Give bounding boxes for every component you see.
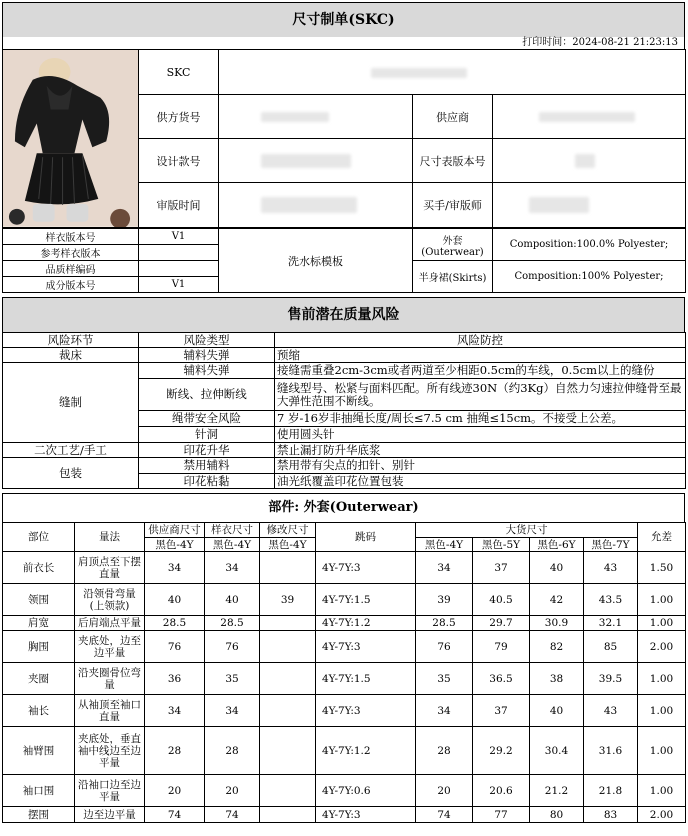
cell-bulk-5y: 79 [473,631,530,663]
cell-bulk-6y: 82 [530,631,584,663]
composition-part-2: 半身裙(Skirts) [413,261,493,293]
risk-type: 印花升华 [139,443,275,458]
cell-bulk-6y: 40 [530,552,584,584]
table-row [3,631,686,663]
header-part: 部位 [3,523,75,552]
version-value-1: V1 [139,229,219,245]
cell-tolerance: 1.00 [638,727,686,775]
size-spec-sheet [2,2,685,823]
cell-sample-size: 34 [205,695,260,727]
risk-stage: 包装 [3,458,139,489]
risk-type: 禁用辅料 [139,458,275,474]
design-no-value [219,139,413,183]
table-row [3,616,686,631]
cell-sample-size: 28.5 [205,616,260,631]
cell-bulk-7y: 43.5 [584,584,638,616]
cell-tolerance: 1.00 [638,775,686,807]
version-label-3: 品质样编码 [3,261,139,277]
sub-supplier: 黑色-4Y [145,538,205,552]
cell-grading: 4Y-7Y:1.2 [316,727,416,775]
cell-modified-size [260,616,316,631]
composition-text-1: Composition:100.0% Polyester; [493,229,686,261]
cell-tolerance: 2.00 [638,807,686,823]
cell-method: 夹底处，垂直袖中线边至边平量 [75,727,145,775]
cell-grading: 4Y-7Y:3 [316,695,416,727]
table-row [3,552,686,584]
risk-type: 辅料失弹 [139,348,275,363]
cell-part: 胸围 [3,631,75,663]
cell-supplier-size: 28.5 [145,616,205,631]
cell-supplier-size: 76 [145,631,205,663]
risk-stage: 裁床 [3,348,139,363]
supplier-label: 供应商 [413,95,493,139]
redacted-buyer [529,197,589,213]
redacted-review-time [261,197,357,213]
composition-text-2: Composition:100% Polyester; [493,261,686,293]
cell-sample-size: 40 [205,584,260,616]
header-grading: 跳码 [316,523,416,552]
supplier-no-label: 供方货号 [139,95,219,139]
cell-grading: 4Y-7Y:3 [316,807,416,823]
measurement-table [2,522,686,823]
risk-control: 禁止漏打防升华底浆 [275,443,686,458]
cell-supplier-size: 36 [145,663,205,695]
print-time-label: 打印时间： [522,37,573,48]
sub-sample: 黑色-4Y [205,538,260,552]
measure-section-title: 部件: 外套(Outerwear) [2,493,685,522]
cell-bulk-6y: 40 [530,695,584,727]
header-tolerance: 允差 [638,523,686,552]
cell-sample-size: 76 [205,631,260,663]
product-photo-cell [3,50,139,228]
cell-bulk-7y: 85 [584,631,638,663]
cell-method: 肩顶点至下摆直量 [75,552,145,584]
cell-supplier-size: 74 [145,807,205,823]
version-label-4: 成分版本号 [3,277,139,293]
cell-bulk-4y: 34 [416,552,473,584]
sub-bulk-6y: 黑色-6Y [530,538,584,552]
supplier-value [493,95,686,139]
redacted-skc [371,68,467,78]
redacted-version [575,154,595,168]
cell-supplier-size: 28 [145,727,205,775]
redacted-supplier [539,112,635,122]
cell-tolerance: 2.00 [638,631,686,663]
risk-control: 禁用带有尖点的扣针、别针 [275,458,686,474]
composition-part-1: 外套(Outerwear) [413,229,493,261]
cell-part: 夹圈 [3,663,75,695]
version-value-4: V1 [139,277,219,293]
cell-modified-size [260,552,316,584]
risk-control: 油光纸覆盖印花位置包装 [275,474,686,489]
design-no-label: 设计款号 [139,139,219,183]
risk-type: 断线、拉伸断线 [139,379,275,411]
cell-part: 袖口围 [3,775,75,807]
cell-grading: 4Y-7Y:1.5 [316,663,416,695]
cell-sample-size: 74 [205,807,260,823]
cell-part: 前衣长 [3,552,75,584]
cell-bulk-4y: 28.5 [416,616,473,631]
cell-method: 夹底处，边至边平量 [75,631,145,663]
wash-label-template: 洗水标模板 [219,229,413,293]
header-sample-size: 样衣尺寸 [205,523,260,538]
cell-bulk-7y: 43 [584,695,638,727]
risk-table [2,332,686,489]
cell-modified-size: 39 [260,584,316,616]
cell-grading: 4Y-7Y:0.6 [316,775,416,807]
cell-bulk-5y: 36.5 [473,663,530,695]
cell-supplier-size: 34 [145,552,205,584]
cell-bulk-7y: 21.8 [584,775,638,807]
cell-bulk-4y: 34 [416,695,473,727]
cell-bulk-5y: 37 [473,695,530,727]
product-info-table [2,49,686,228]
print-time-line [2,37,685,49]
buyer-label: 买手/审版师 [413,183,493,228]
sub-bulk-7y: 黑色-7Y [584,538,638,552]
cell-sample-size: 34 [205,552,260,584]
cell-method: 沿袖口边至边平量 [75,775,145,807]
cell-bulk-4y: 35 [416,663,473,695]
cell-grading: 4Y-7Y:3 [316,631,416,663]
measurement-rows [3,552,686,823]
header-bulk-size: 大货尺寸 [416,523,638,538]
cell-part: 摆围 [3,807,75,823]
skc-value [219,50,686,95]
cell-bulk-5y: 77 [473,807,530,823]
size-chart-version-label: 尺寸表版本号 [413,139,493,183]
sub-bulk-5y: 黑色-5Y [473,538,530,552]
table-row [3,695,686,727]
cell-grading: 4Y-7Y:1.5 [316,584,416,616]
cell-grading: 4Y-7Y:1.2 [316,616,416,631]
header-method: 量法 [75,523,145,552]
table-row [3,584,686,616]
version-label-1: 样衣版本号 [3,229,139,245]
cell-tolerance: 1.50 [638,552,686,584]
header-supplier-size: 供应商尺寸 [145,523,205,538]
risk-header-type: 风险类型 [139,333,275,348]
cell-bulk-4y: 76 [416,631,473,663]
review-time-value [219,183,413,228]
risk-type: 针洞 [139,427,275,443]
risk-control: 接缝需重叠2cm-3cm或者两道至少相距0.5cm的车线，0.5cm以上的缝份 [275,363,686,379]
cell-bulk-7y: 43 [584,552,638,584]
redacted-design-no [261,154,351,168]
cell-grading: 4Y-7Y:3 [316,552,416,584]
cell-tolerance: 1.00 [638,695,686,727]
cell-method: 从袖顶至袖口直量 [75,695,145,727]
cell-bulk-6y: 30.9 [530,616,584,631]
table-row [3,663,686,695]
cell-supplier-size: 34 [145,695,205,727]
cell-bulk-5y: 29.2 [473,727,530,775]
cell-modified-size [260,775,316,807]
cell-bulk-5y: 29.7 [473,616,530,631]
size-chart-version-value [493,139,686,183]
cell-supplier-size: 20 [145,775,205,807]
risk-type: 绳带安全风险 [139,411,275,427]
version-table [2,228,686,293]
header-modified-size: 修改尺寸 [260,523,316,538]
cell-part: 袖臂围 [3,727,75,775]
cell-bulk-5y: 40.5 [473,584,530,616]
cell-bulk-4y: 39 [416,584,473,616]
version-label-2: 参考样衣版本 [3,245,139,261]
product-photo [3,50,138,227]
cell-part: 袖长 [3,695,75,727]
cell-bulk-6y: 30.4 [530,727,584,775]
cell-supplier-size: 40 [145,584,205,616]
buyer-value [493,183,686,228]
cell-sample-size: 20 [205,775,260,807]
cell-bulk-6y: 21.2 [530,775,584,807]
sub-modified: 黑色-4Y [260,538,316,552]
risk-stage: 二次工艺/手工 [3,443,139,458]
cell-tolerance: 1.00 [638,663,686,695]
cell-method: 沿领骨弯量(上领款) [75,584,145,616]
cell-sample-size: 35 [205,663,260,695]
cell-bulk-5y: 20.6 [473,775,530,807]
page-title: 尺寸制单(SKC) [2,2,685,37]
risk-control: 缝线型号、松紧与面料匹配。所有线迹30N（约3Kg）自然力匀速拉伸缝骨至最大弹性范围不断线。 [275,379,686,411]
risk-control: 使用圆头针 [275,427,686,443]
version-value-3 [139,261,219,277]
supplier-no-value [219,95,413,139]
print-time-value: 2024-08-21 21:23:13 [572,37,678,48]
table-row [3,807,686,823]
cell-part: 肩宽 [3,616,75,631]
skc-label: SKC [139,50,219,95]
risk-header-control: 风险防控 [275,333,686,348]
cell-bulk-6y: 80 [530,807,584,823]
cell-bulk-7y: 31.6 [584,727,638,775]
cell-modified-size [260,807,316,823]
risk-stage: 缝制 [3,363,139,443]
cell-bulk-6y: 42 [530,584,584,616]
cell-part: 领围 [3,584,75,616]
cell-method: 沿夹圈骨位弯量 [75,663,145,695]
risk-header-stage: 风险环节 [3,333,139,348]
risk-control: 预缩 [275,348,686,363]
cell-method: 后肩端点平量 [75,616,145,631]
cell-bulk-7y: 83 [584,807,638,823]
cell-bulk-5y: 37 [473,552,530,584]
cell-bulk-4y: 28 [416,727,473,775]
review-time-label: 审版时间 [139,183,219,228]
cell-bulk-7y: 39.5 [584,663,638,695]
cell-sample-size: 28 [205,727,260,775]
cell-bulk-7y: 32.1 [584,616,638,631]
cell-bulk-4y: 20 [416,775,473,807]
cell-bulk-4y: 74 [416,807,473,823]
risk-type: 印花粘黏 [139,474,275,489]
cell-modified-size [260,727,316,775]
table-row [3,775,686,807]
cell-tolerance: 1.00 [638,616,686,631]
cell-method: 边至边平量 [75,807,145,823]
sub-bulk-4y: 黑色-4Y [416,538,473,552]
version-value-2 [139,245,219,261]
cell-modified-size [260,631,316,663]
table-row [3,727,686,775]
cell-modified-size [260,695,316,727]
cell-bulk-6y: 38 [530,663,584,695]
risk-type: 辅料失弹 [139,363,275,379]
cell-modified-size [260,663,316,695]
risk-control: 7 岁-16岁非抽绳长度/周长≤7.5 cm 抽绳≤15cm。不接受上公差。 [275,411,686,427]
risk-section-title: 售前潜在质量风险 [2,297,685,332]
redacted-supplier-no [261,112,329,122]
cell-tolerance: 1.00 [638,584,686,616]
